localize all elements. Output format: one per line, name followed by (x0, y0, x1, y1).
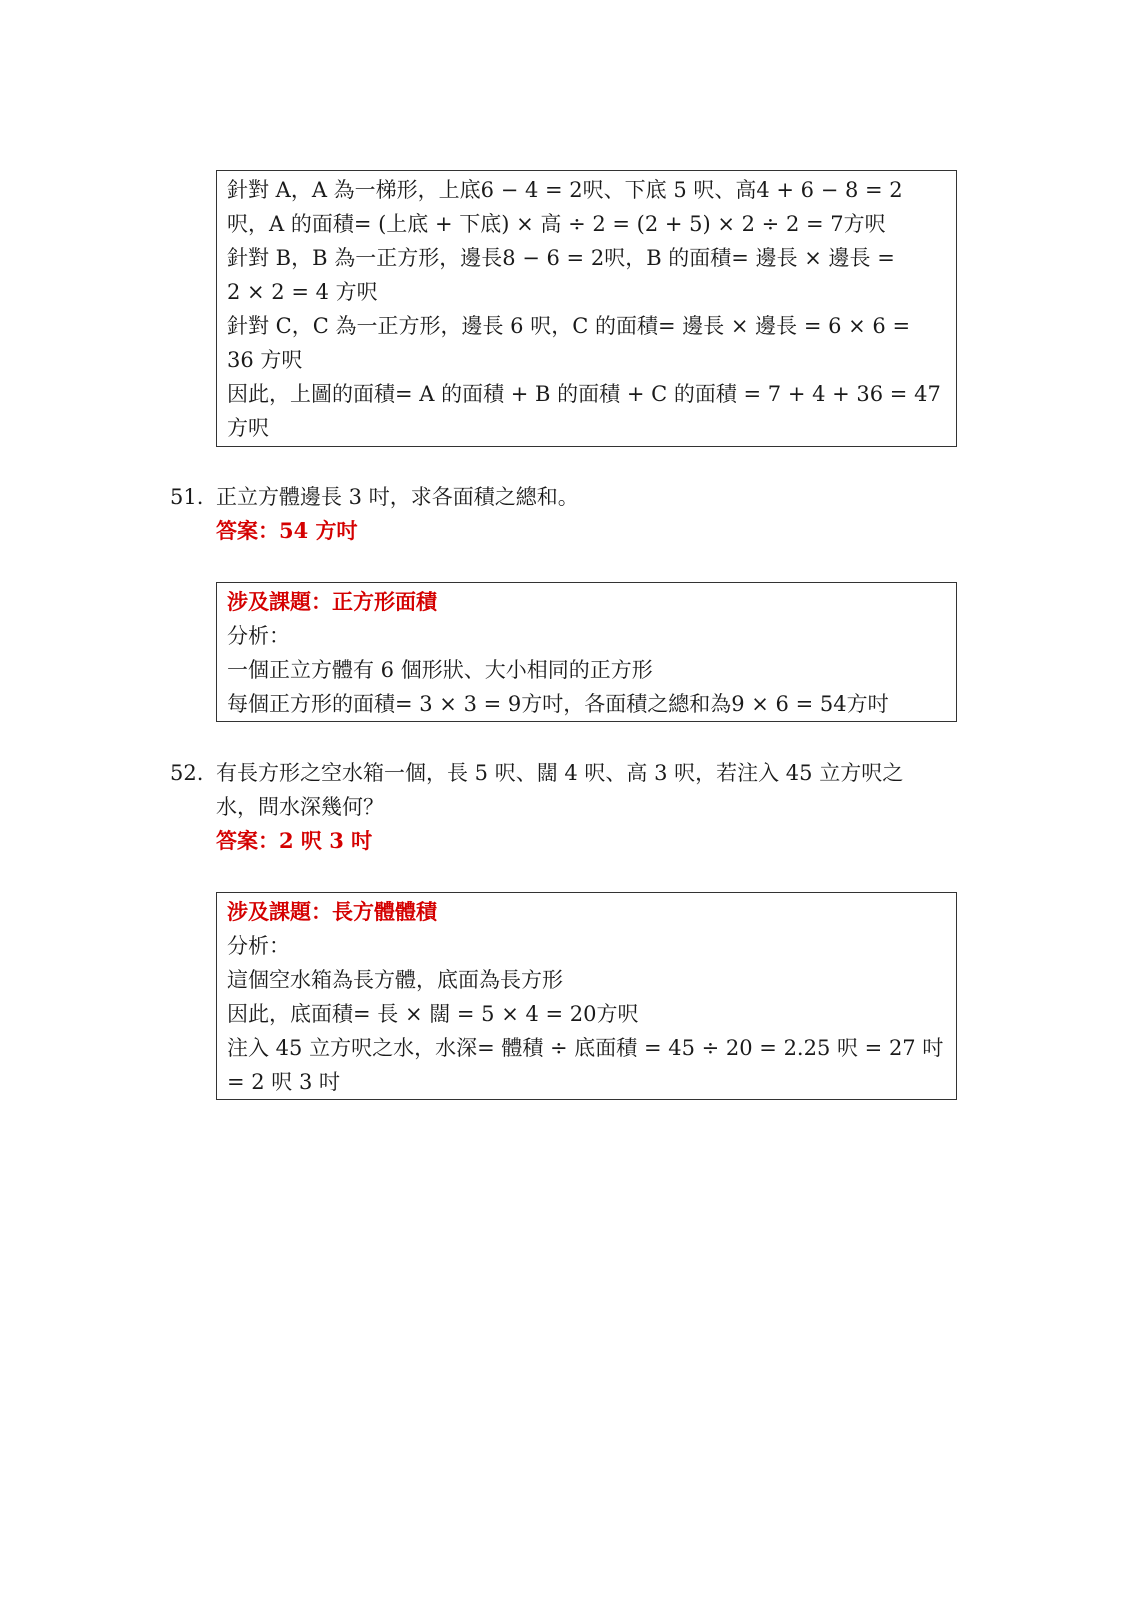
solution-line: 針對 B，B 為一正方形，邊長8 − 6 = 2呎，B 的面積= 邊長 × 邊長 = (227, 246, 895, 270)
topic-heading: 涉及課題：長方體體積 (227, 899, 437, 924)
solution-line: 針對 A，A 為一梯形，上底6 − 4 = 2呎、下底 5 呎、高4 + 6 − 8 = 2 (227, 178, 903, 202)
solution-line: 每個正方形的面積= 3 × 3 = 9方吋，各面積之總和為9 × 6 = 54方吋 (227, 692, 889, 716)
solution-line: 方呎 (227, 416, 269, 440)
topic-heading: 涉及課題：正方形面積 (227, 589, 437, 614)
question-number-52: 52. (170, 761, 204, 785)
solution-line: 針對 C，C 為一正方形，邊長 6 呎，C 的面積= 邊長 × 邊長 = 6 × 6 = (227, 314, 911, 338)
solution-line: = 2 呎 3 吋 (227, 1070, 341, 1094)
solution-box-52 (216, 892, 957, 1100)
solution-line: 呎，A 的面積= (上底 + 下底) × 高 ÷ 2 = (2 + 5) × 2 ÷ 2 = 7方呎 (227, 212, 886, 236)
solution-line: 因此，底面積= 長 × 闊 = 5 × 4 = 20方呎 (227, 1002, 639, 1026)
solution-line: 這個空水箱為長方體，底面為長方形 (227, 968, 563, 992)
solution-line: 注入 45 立方呎之水，水深= 體積 ÷ 底面積 = 45 ÷ 20 = 2.25 呎 = 27 吋 (227, 1036, 944, 1060)
answer-51: 答案：54 方吋 (216, 518, 358, 543)
solution-line: 分析： (227, 624, 290, 648)
question-text-51: 正立方體邊長 3 吋，求各面積之總和。 (216, 485, 579, 509)
solution-box-51 (216, 582, 957, 722)
solution-line: 2 × 2 = 4 方呎 (227, 280, 378, 304)
question-text-52-line1: 有長方形之空水箱一個，長 5 呎、闊 4 呎、高 3 呎，若注入 45 立方呎之 (216, 761, 904, 785)
solution-line: 36 方呎 (227, 348, 303, 372)
solution-line: 因此，上圖的面積= A 的面積 + B 的面積 + C 的面積 = 7 + 4 + 36 = 47 (227, 382, 941, 406)
question-number-51: 51. (170, 485, 204, 509)
solution-box-50 (216, 170, 957, 447)
answer-52: 答案：2 呎 3 吋 (216, 828, 373, 853)
solution-line: 一個正立方體有 6 個形狀、大小相同的正方形 (227, 658, 653, 682)
question-text-52-line2: 水，問水深幾何？ (216, 795, 384, 819)
solution-line: 分析： (227, 934, 290, 958)
